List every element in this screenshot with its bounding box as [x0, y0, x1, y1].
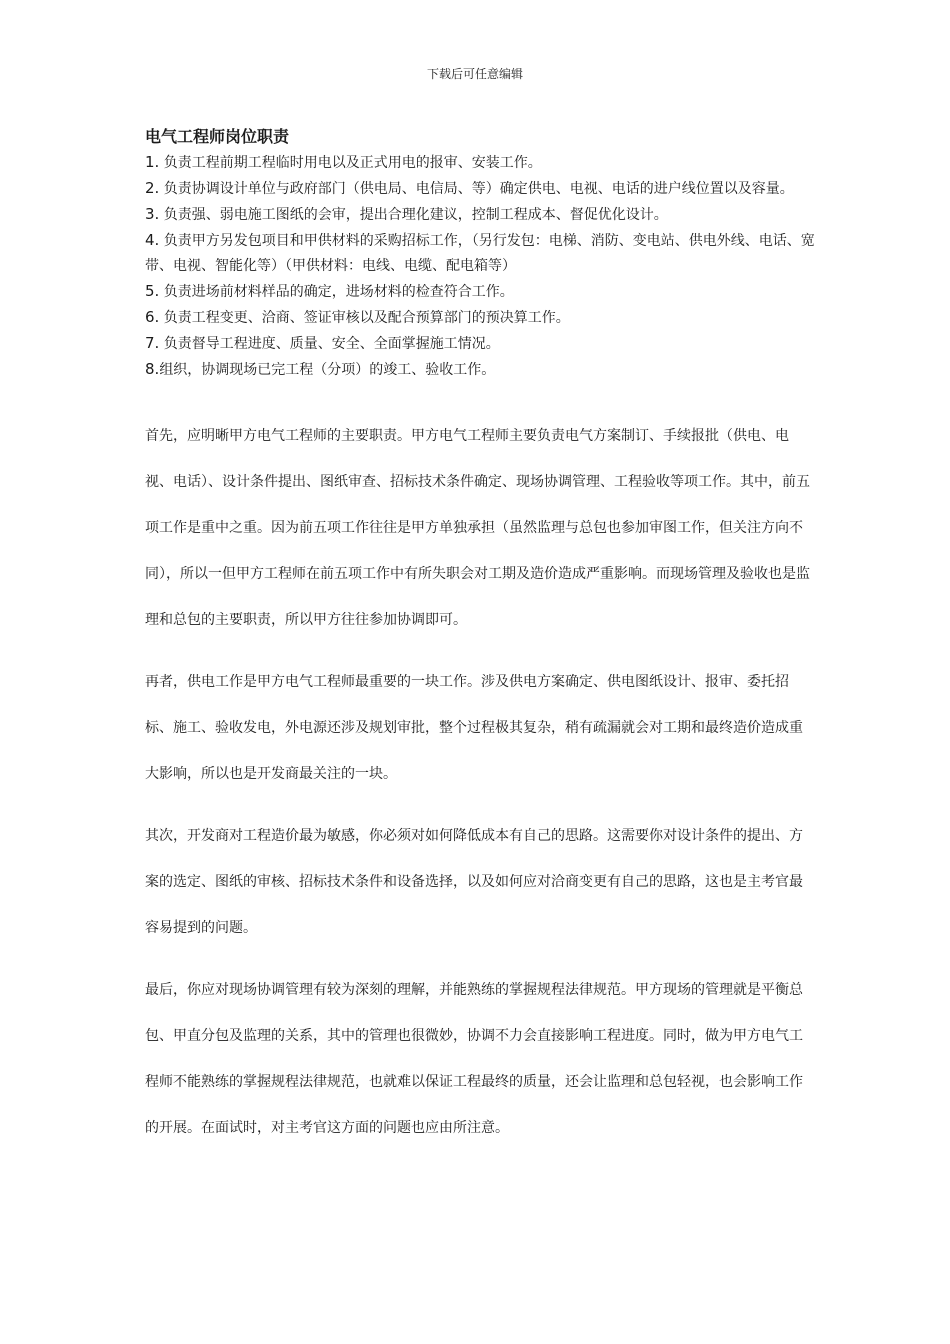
duty-number: 8. [145, 360, 160, 378]
duty-number: 2. [145, 179, 160, 197]
duty-item [145, 279, 815, 305]
paragraph-third: 其次，开发商对工程造价最为敏感，你必须对如何降低成本有自己的思路。这需要你对设计条件的提出、方案的选定、图纸的审核、招标技术条件和设备选择，以及如何应对洽商变更有自己的思路，这也是主考官最容易提到的问题。 [145, 828, 803, 936]
duty-text: 负责工程前期工程临时用电以及正式用电的报审、安装工作。 [159, 155, 542, 171]
duty-text: 负责强、弱电施工图纸的会审，提出合理化建议，控制工程成本、督促优化设计。 [159, 207, 668, 223]
page-title: 电气工程师岗位职责 [145, 127, 290, 146]
duty-item [145, 305, 815, 331]
duty-text: 负责督导工程进度、质量、安全、全面掌握施工情况。 [159, 336, 500, 352]
duty-number: 7. [145, 334, 160, 352]
duty-item [145, 357, 815, 383]
duty-item [145, 228, 815, 279]
duty-text: 负责进场前材料样品的确定，进场材料的检查符合工作。 [159, 284, 514, 300]
paragraph-first: 首先，应明晰甲方电气工程师的主要职责。甲方电气工程师主要负责电气方案制订、手续报批（供电、电视、电话）、设计条件提出、图纸审查、招标技术条件确定、现场协调管理、工程验收等项工作。其中，前五项工作是重中之重。因为前五项工作往往是甲方单独承担（虽然监理与总包也参加审图工作，但关注方向不同），所以一但甲方工程师在前五项工作中有所失职会对工期及造价造成严重影响。而现场管理及验收也是监理和总包的主要职责，所以甲方往往参加协调即可。 [145, 428, 810, 628]
body-text [145, 413, 815, 1167]
duty-number: 6. [145, 308, 160, 326]
duty-number: 3. [145, 205, 160, 223]
duty-text: 负责协调设计单位与政府部门（供电局、电信局、等）确定供电、电视、电话的进户线位置以及容量。 [159, 181, 794, 197]
duty-item [145, 150, 815, 176]
duty-number: 5. [145, 282, 160, 300]
duty-number: 1. [145, 153, 160, 171]
duty-item [145, 202, 815, 228]
paragraph-fourth: 最后，你应对现场协调管理有较为深刻的理解，并能熟练的掌握规程法律规范。甲方现场的管理就是平衡总包、甲直分包及监理的关系，其中的管理也很微妙，协调不力会直接影响工程进度。同时，做为甲方电气工程师不能熟练的掌握规程法律规范，也就难以保证工程最终的质量，还会让监理和总包轻视，也会影响工作的开展。在面试时，对主考官这方面的问题也应由所注意。 [145, 982, 803, 1136]
duty-item [145, 331, 815, 357]
duty-text: 负责甲方另发包项目和甲供材料的采购招标工作，（另行发包：电梯、消防、变电站、供电外线、电话、宽带、电视、智能化等）（甲供材料：电线、电缆、配电箱等） [145, 233, 815, 274]
duty-text: 负责工程变更、洽商、签证审核以及配合预算部门的预决算工作。 [159, 310, 570, 326]
header-note: 下载后可任意编辑 [426, 67, 523, 81]
duties-list [145, 150, 815, 383]
duty-text: 组织，协调现场已完工程（分项）的竣工、验收工作。 [159, 362, 496, 378]
paragraph-second: 再者，供电工作是甲方电气工程师最重要的一块工作。涉及供电方案确定、供电图纸设计、报审、委托招标、施工、验收发电，外电源还涉及规划审批，整个过程极其复杂，稍有疏漏就会对工期和最终造价造成重大影响，所以也是开发商最关注的一块。 [145, 674, 803, 782]
duty-item [145, 176, 815, 202]
duty-number: 4. [145, 231, 160, 249]
